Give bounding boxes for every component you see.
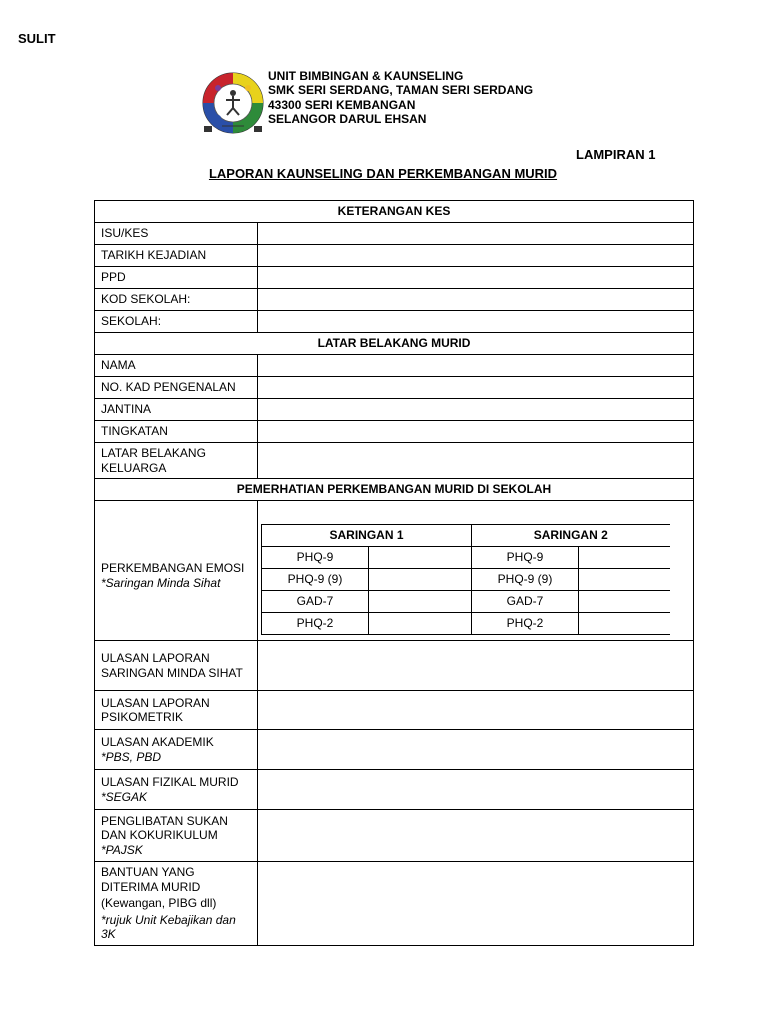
appendix-label: LAMPIRAN 1 — [576, 147, 656, 162]
row-label-family-background: LATAR BELAKANG KELUARGA — [95, 443, 258, 479]
row-label-gender: JANTINA — [95, 399, 258, 421]
row-label-school-code: KOD SEKOLAH: — [95, 289, 258, 311]
classification-label: SULIT — [18, 31, 56, 46]
section-heading-case: KETERANGAN KES — [95, 201, 694, 223]
field-physical-review[interactable] — [258, 770, 694, 810]
section-heading-development: PEMERHATIAN PERKEMBANGAN MURID DI SEKOLAH — [95, 479, 694, 501]
field-issue[interactable] — [258, 223, 694, 245]
s1-score-phq9-9[interactable] — [369, 569, 472, 591]
s2-test-phq9-9: PHQ-9 (9) — [472, 569, 579, 591]
row-label-form: TINGKATAN — [95, 421, 258, 443]
s1-score-phq2[interactable] — [369, 613, 472, 635]
row-label-mental-health-review: ULASAN LAPORAN SARINGAN MINDA SIHAT — [95, 641, 258, 691]
row-label-physical-review: ULASAN FIZIKAL MURID *SEGAK — [95, 770, 258, 810]
emotion-note: *Saringan Minda Sihat — [101, 575, 221, 590]
section-heading-background: LATAR BELAKANG MURID — [95, 333, 694, 355]
s1-test-phq9: PHQ-9 — [262, 547, 369, 569]
s2-score-phq9[interactable] — [579, 547, 670, 569]
s2-score-phq9-9[interactable] — [579, 569, 670, 591]
field-ppd[interactable] — [258, 267, 694, 289]
document-title: LAPORAN KAUNSELING DAN PERKEMBANGAN MURID — [208, 166, 558, 181]
field-family-background[interactable] — [258, 443, 694, 479]
row-label-name: NAMA — [95, 355, 258, 377]
field-name[interactable] — [258, 355, 694, 377]
school-logo — [200, 70, 266, 136]
field-psychometric-review[interactable] — [258, 691, 694, 730]
row-label-school: SEKOLAH: — [95, 311, 258, 333]
s1-test-gad7: GAD-7 — [262, 591, 369, 613]
row-label-sports-cocurricular: PENGLIBATAN SUKAN DAN KOKURIKULUM *PAJSK — [95, 810, 258, 862]
row-label-emotional-development — [95, 501, 258, 641]
row-label-ic-number: NO. KAD PENGENALAN — [95, 377, 258, 399]
row-label-academic-review: ULASAN AKADEMIK *PBS, PBD — [95, 730, 258, 770]
row-label-psychometric-review: ULASAN LAPORAN PSIKOMETRIK — [95, 691, 258, 730]
field-assistance-received[interactable] — [258, 862, 694, 946]
physical-note: *SEGAK — [101, 789, 148, 804]
field-ic-number[interactable] — [258, 377, 694, 399]
s2-test-phq9: PHQ-9 — [472, 547, 579, 569]
s1-score-gad7[interactable] — [369, 591, 472, 613]
row-label-incident-date: TARIKH KEJADIAN — [95, 245, 258, 267]
field-mental-health-review[interactable] — [258, 641, 694, 691]
field-school[interactable] — [258, 311, 694, 333]
screening-1-header: SARINGAN 1 — [262, 525, 472, 547]
s2-test-phq2: PHQ-2 — [472, 613, 579, 635]
academic-note: *PBS, PBD — [101, 749, 162, 764]
row-label-ppd: PPD — [95, 267, 258, 289]
s2-score-gad7[interactable] — [579, 591, 670, 613]
organization-address — [268, 69, 533, 126]
org-line-state: SELANGOR DARUL EHSAN — [268, 111, 427, 126]
org-line-school: SMK SERI SERDANG, TAMAN SERI SERDANG — [268, 83, 534, 98]
org-line-postcode: 43300 SERI KEMBANGAN — [268, 97, 416, 112]
s1-test-phq2: PHQ-2 — [262, 613, 369, 635]
field-incident-date[interactable] — [258, 245, 694, 267]
sports-note: *PAJSK — [101, 842, 143, 857]
s2-score-phq2[interactable] — [579, 613, 670, 635]
screening-table — [261, 524, 670, 635]
field-academic-review[interactable] — [258, 730, 694, 770]
assistance-note: *rujuk Unit Kebajikan dan 3K — [101, 912, 236, 942]
row-label-assistance-received: BANTUAN YANG DITERIMA MURID (Kewangan, PIBG dll) *rujuk Unit Kebajikan dan 3K — [95, 862, 258, 946]
org-line-unit: UNIT BIMBINGAN & KAUNSELING — [268, 69, 464, 83]
field-sports-cocurricular[interactable] — [258, 810, 694, 862]
field-school-code[interactable] — [258, 289, 694, 311]
emotion-label: PERKEMBANGAN EMOSI — [101, 561, 245, 575]
s1-score-phq9[interactable] — [369, 547, 472, 569]
s2-test-gad7: GAD-7 — [472, 591, 579, 613]
screening-2-header: SARINGAN 2 — [472, 525, 670, 547]
screening-cell — [258, 501, 694, 641]
report-form — [94, 200, 694, 946]
assistance-sub: (Kewangan, PIBG dll) — [101, 896, 217, 911]
field-gender[interactable] — [258, 399, 694, 421]
row-label-issue: ISU/KES — [95, 223, 258, 245]
s1-test-phq9-9: PHQ-9 (9) — [262, 569, 369, 591]
field-form[interactable] — [258, 421, 694, 443]
